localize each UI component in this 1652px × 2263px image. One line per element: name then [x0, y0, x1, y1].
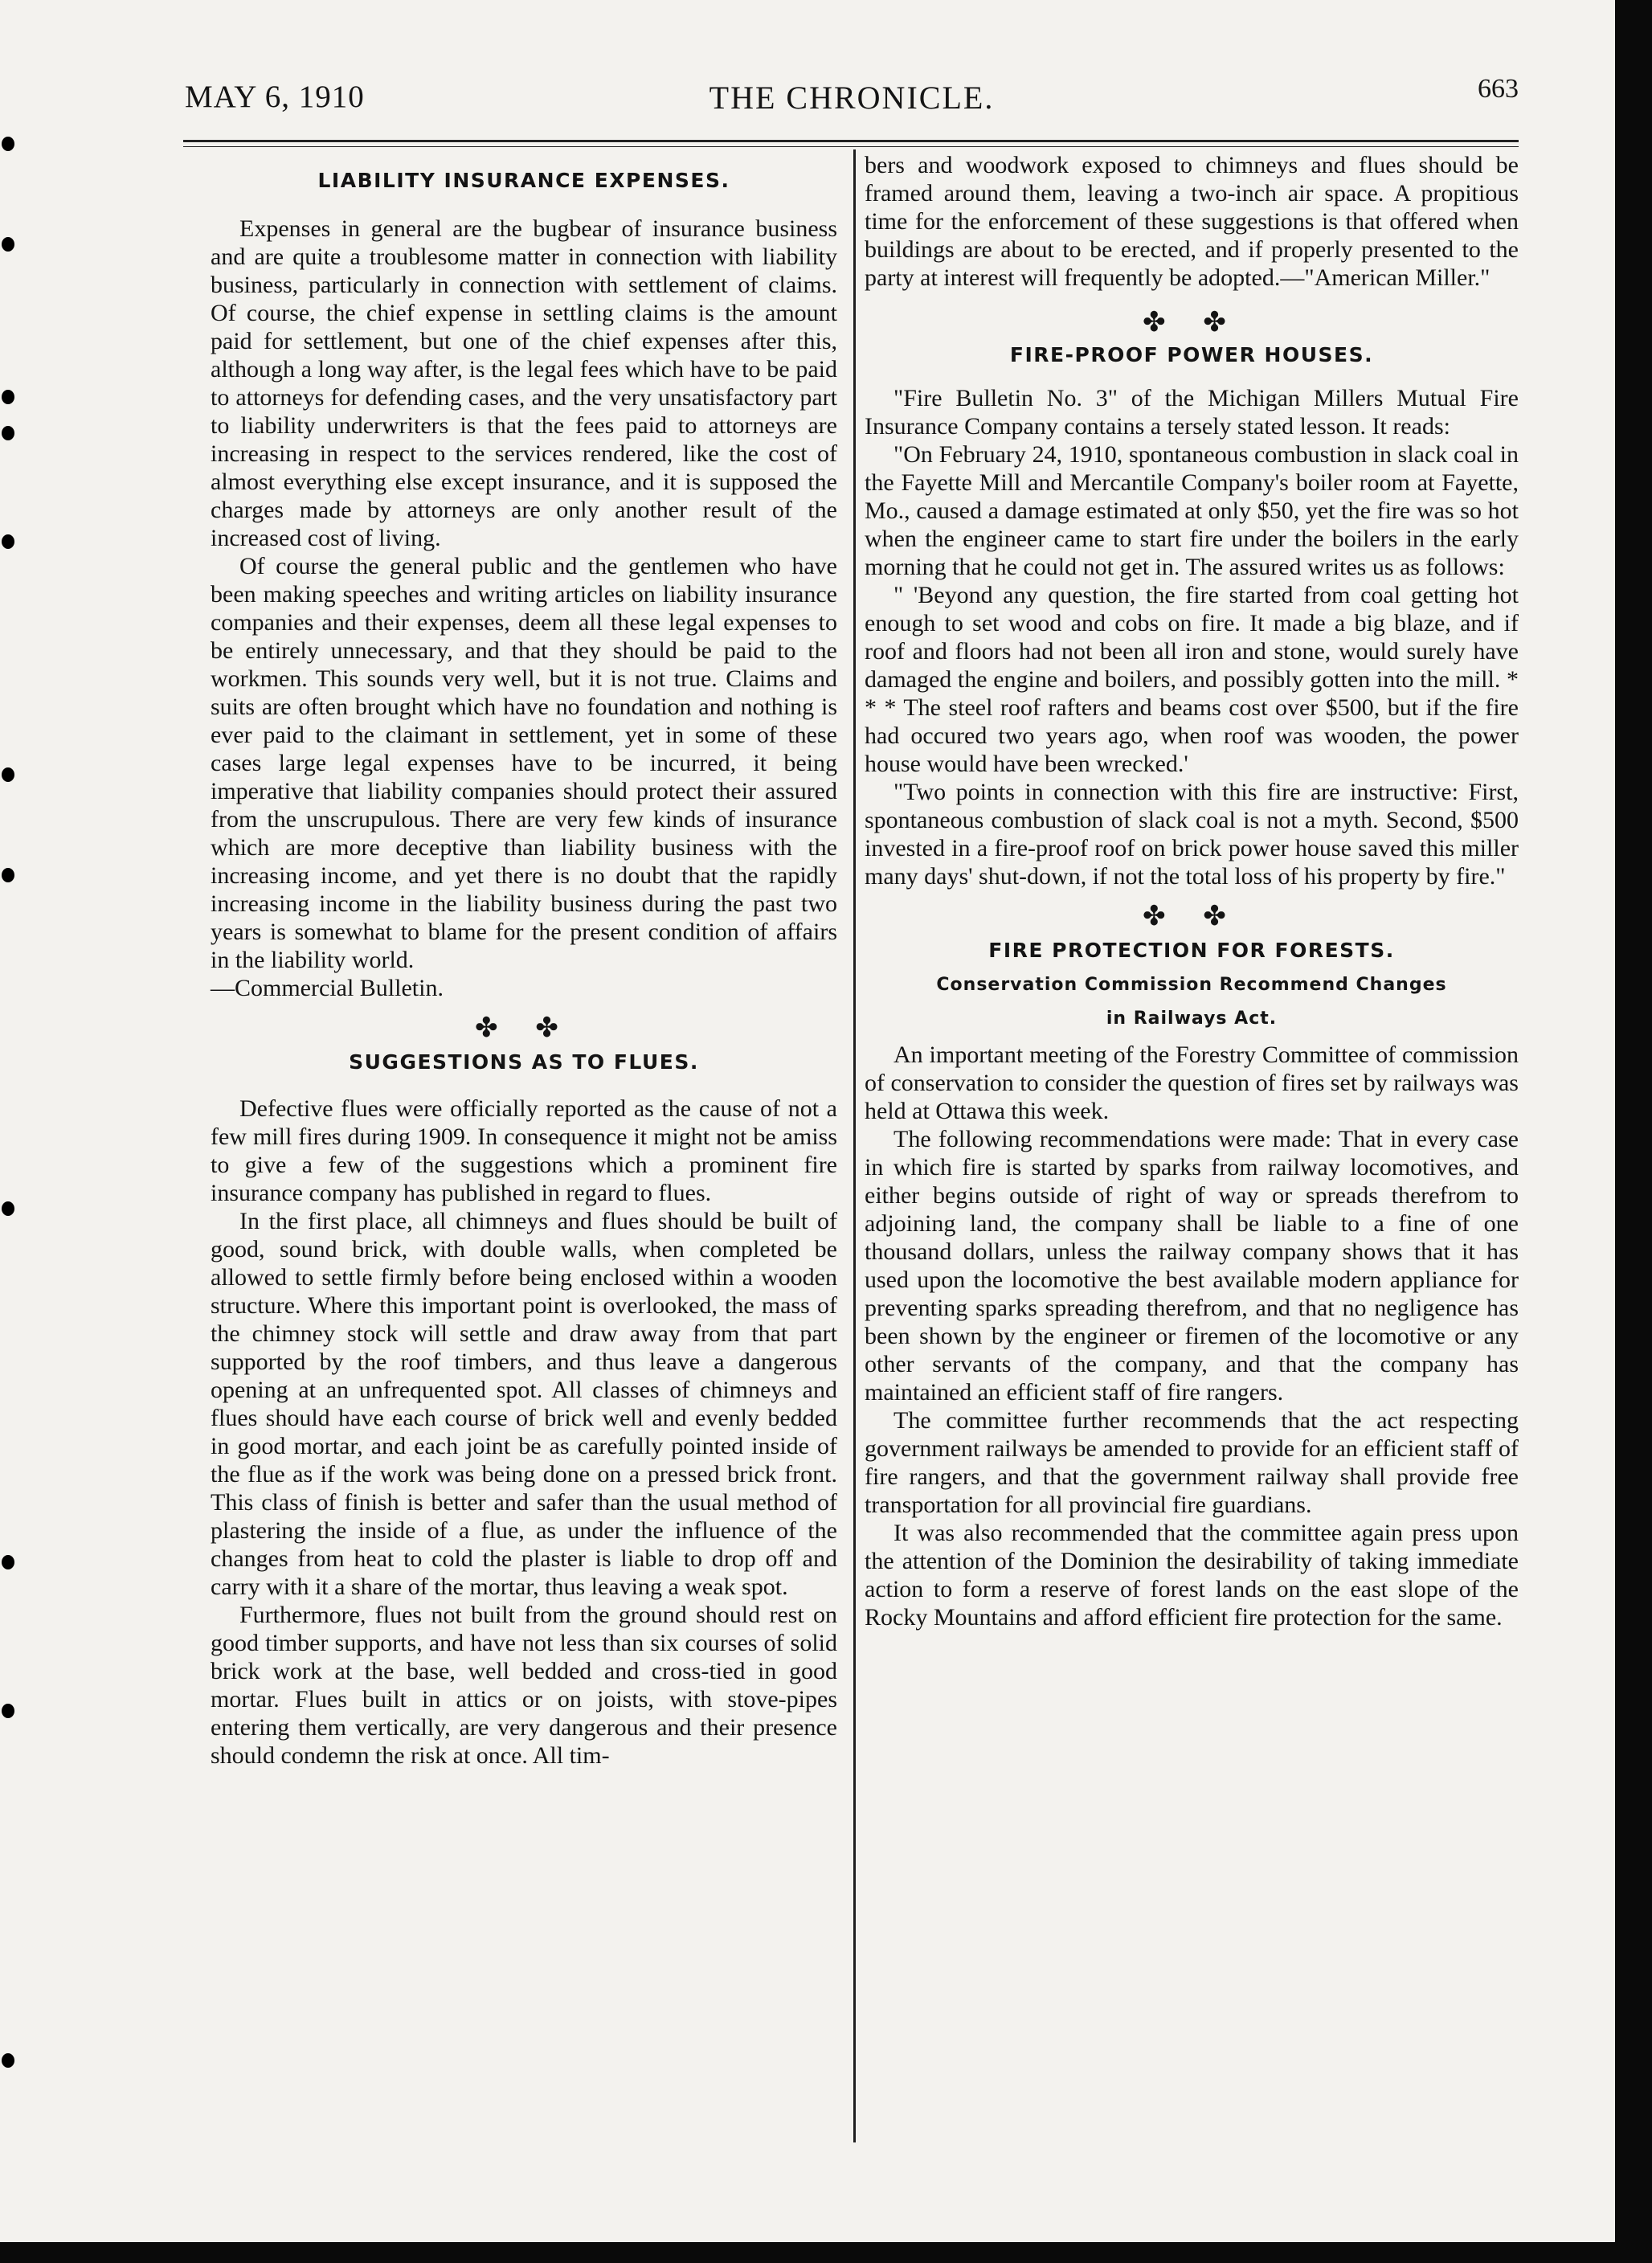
article-paragraph: Furthermore, flues not built from the ground should rest on good timber supports, and have not less than six courses of solid brick work at the base, well bedded and cross-tied in good mortar. Flues built in attics or on joists, with stove-pipes entering them vertically, are very dangerous and their presence should condemn the risk at once. All tim-	[211, 1602, 837, 1769]
binding-hole-mark	[2, 1704, 14, 1718]
binding-hole-mark	[2, 534, 14, 549]
article-paragraph: Defective flues were officially reported as the cause of not a few mill fires during 1909. In consequence it might not be amiss to give a few of the suggestions which a prominent fire insurance company has published in regard to flues.	[211, 1095, 837, 1206]
publication-title: THE CHRONICLE.	[709, 80, 995, 116]
binding-hole-mark	[2, 2053, 14, 2068]
binding-hole-mark	[2, 1555, 14, 1569]
article-paragraph: The following recommendations were made: That in every case in which fire is started by sparks from railway locomotives, and either begins outside of right of way or spreads therefrom to adjoining land, the company shall be liable to a fine of one thousand dollars, unless the railway company shows that it has used upon the locomotive the best available modern appliance for preventing sparks spreading therefrom, and that no negligence has been shown by the engineer or firemen of the locomotive or any other servants of the company, and that the company has maintained an efficient staff of fire rangers.	[865, 1126, 1519, 1406]
article-subheading: Conservation Commission Recommend Changes	[936, 975, 1447, 995]
article-liability-insurance-expenses	[211, 169, 837, 1002]
article-paragraph: Expenses in general are the bugbear of insurance business and are quite a troublesome matter in connection with liability business, particularly in connection with settlement of claims. Of course, the chief expense in settling claims is the amount paid for settlement, but one of the chief expenses after this, although a long way after, is the legal fees which have to be paid to attorneys for defending cases, and the very unsatisfactory part to liability underwriters is that the fees paid to attorneys are increasing in respect to the services rendered, like the cost of almost everything else except insurance, and it is supposed the charges made by attorneys are only another result of the increased cost of living.	[211, 215, 837, 551]
article-heading: FIRE-PROOF POWER HOUSES.	[1009, 343, 1374, 366]
section-ornament: ✤ ✤	[1143, 306, 1241, 338]
article-heading: SUGGESTIONS AS TO FLUES.	[349, 1050, 699, 1074]
article-paragraph: In the first place, all chimneys and flues should be built of good, sound brick, with double walls, when completed be allowed to settle firmly before being enclosed within a wooden structure. Where this important point is overlooked, the mass of the chimney stock will settle and draw away from that part supported by the roof timbers, and thus leave a dangerous opening at an unfrequented spot. All classes of chimneys and flues should have each course of brick well and evenly bedded in good mortar, and each joint be as carefully pointed inside of the flue as if the work was being done on a pressed brick front. This class of finish is better and safer than the usual method of plastering the inside of a flue, as under the influence of the changes from heat to cold the plaster is liable to drop off and carry with it a share of the mortar, thus leaving a weak spot.	[211, 1208, 837, 1600]
right-column	[865, 151, 1519, 1631]
binding-hole-mark	[2, 767, 14, 782]
issue-date: MAY 6, 1910	[185, 80, 365, 114]
article-paragraph: The committee further recommends that the act respecting government railways be amended to provide for an efficient staff of fire rangers, and that the government railway shall provide free transportation for all provincial fire guardians.	[865, 1407, 1519, 1518]
binding-hole-mark	[2, 1201, 14, 1216]
article-paragraph: " 'Beyond any question, the fire started from coal getting hot enough to set wood and cobs on fire. It made a big blaze, and if roof and floors had not been all iron and stone, would surely have damaged the engine and boilers, and possibly gotten into the mill. * * * The steel roof rafters and beams cost over $500, but if the fire had occured two years ago, when roof was wooden, the power house would have been wrecked.'	[865, 582, 1519, 777]
article-paragraph: "Two points in connection with this fire are instructive: First, spontaneous combustion of slack coal is not a myth. Second, $500 invested in a fire-proof roof on brick power house saved this miller many days' shut-down, if not the total loss of his property by fire."	[865, 779, 1519, 890]
left-column	[211, 169, 837, 1770]
article-heading: LIABILITY INSURANCE EXPENSES.	[317, 169, 730, 192]
column-divider	[853, 149, 856, 2142]
article-paragraph: An important meeting of the Forestry Committee of commission of conservation to consider the question of fires set by railways was held at Ottawa this week.	[865, 1041, 1519, 1124]
binding-hole-mark	[2, 426, 14, 440]
article-paragraph: "On February 24, 1910, spontaneous combustion in slack coal in the Fayette Mill and Mercantile Company's boiler room at Fayette, Mo., caused a damage estimated at only $50, yet the fire was so hot when the engineer came to start fire under the boilers in the early morning that he could not get in. The assured writes us as follows:	[865, 441, 1519, 580]
article-subheading: in Railways Act.	[1106, 1009, 1278, 1029]
article-continuation: bers and woodwork exposed to chimneys and flues should be framed around them, leaving a two-inch air space. A propitious time for the enforcement of these suggestions is that offered when buildings are about to be erected, and if properly presented to the party at interest will frequently be adopted.—"American Miller."	[865, 152, 1519, 291]
page-header	[185, 74, 1519, 127]
article-source: —Commercial Bulletin.	[211, 975, 444, 1001]
article-paragraph: It was also recommended that the committee again press upon the attention of the Dominion the desirability of taking immediate action to form a reserve of forest lands on the east slope of the Rocky Mountains and afford efficient fire protection for the same.	[865, 1520, 1519, 1631]
article-suggestions-as-to-flues	[211, 1050, 837, 1770]
binding-hole-mark	[2, 868, 14, 882]
article-fire-proof-power-houses	[865, 343, 1519, 890]
binding-hole-mark	[2, 237, 14, 252]
page-number: 663	[1478, 74, 1519, 104]
article-paragraph: Of course the general public and the gentlemen who have been making speeches and writing articles on liability insurance companies and their expenses, deem all these legal expenses to be entirely unnecessary, and that they should be paid to the workmen. This sounds very well, but it is not true. Claims and suits are often brought which have no foundation and nothing is ever paid to the claimant in settlement, yet in some of these cases large legal expenses have to be incurred, it being imperative that liability companies should protect their assured from the unscrupulous. There are very few kinds of insurance which are more deceptive than liability business with the increasing income, and yet there is no doubt that the rapidly increasing income in the liability business during the past two years is somewhat to blame for the present condition of affairs in the liability world.	[211, 553, 837, 973]
header-rule	[183, 140, 1519, 142]
header-rule-thin	[183, 146, 1519, 147]
article-fire-protection-for-forests	[865, 939, 1519, 1631]
section-ornament: ✤ ✤	[475, 1012, 573, 1044]
binding-hole-mark	[2, 137, 14, 151]
article-paragraph: "Fire Bulletin No. 3" of the Michigan Millers Mutual Fire Insurance Company contains a tersely stated lesson. It reads:	[865, 385, 1519, 440]
binding-hole-mark	[2, 390, 14, 404]
section-ornament: ✤ ✤	[1143, 900, 1241, 932]
article-heading: FIRE PROTECTION FOR FORESTS.	[988, 939, 1395, 962]
